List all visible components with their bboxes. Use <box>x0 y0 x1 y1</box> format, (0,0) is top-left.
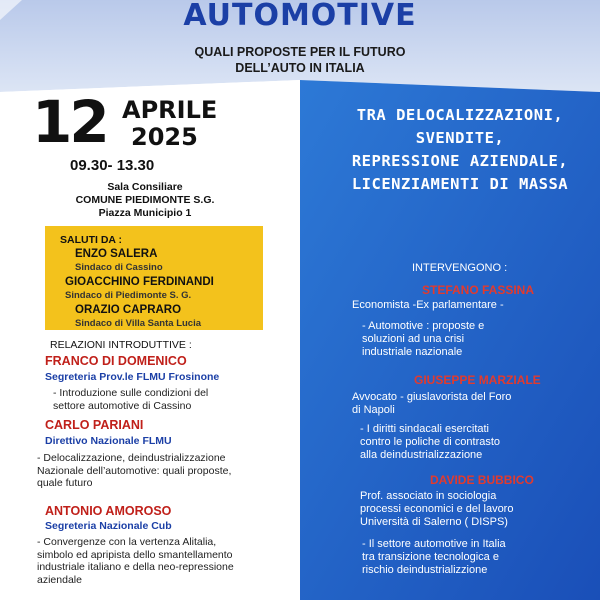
topic-line: industriale nazionale <box>362 346 463 358</box>
topic-line: - Introduzione sulle condizioni del <box>53 387 209 399</box>
speaker-topic <box>360 423 560 462</box>
affiliation-line: processi economici e del lavoro <box>360 503 514 515</box>
venue-room: Sala Consiliare <box>107 181 183 193</box>
speaker-name: FRANCO DI DOMENICO <box>45 354 187 368</box>
greetings-box <box>45 226 263 330</box>
speaker-affiliation: Segreteria Nazionale Cub <box>45 520 172 532</box>
topic-line: alla deindustrializzazione <box>360 449 483 461</box>
headline-line: TRA DELOCALIZZAZIONI, <box>356 106 564 124</box>
event-month: APRILE <box>122 96 218 124</box>
topic-line: Nazionale dell’automotive: quali proposte, <box>37 464 232 477</box>
intro-header: RELAZIONI INTRODUTTIVE : <box>50 339 192 351</box>
affiliation-line: Prof. associato in sociologia <box>360 490 497 502</box>
speaker-affiliation: Segreteria Prov.le FLMU Frosinone <box>45 371 220 383</box>
speaker-affiliation <box>352 391 572 417</box>
speaker-name: DAVIDE BUBBICO <box>430 473 534 487</box>
topic-line: - Convergenze con la vertenza Alitalia, <box>37 536 217 548</box>
speaker-topic <box>37 536 279 586</box>
affiliation-line: Avvocato - giuslavorista del Foro <box>352 391 512 403</box>
speaker-topic <box>362 320 558 359</box>
headline-line: REPRESSIONE AZIENDALE, <box>351 152 569 170</box>
topic-line: tra transizione tecnologica e <box>362 551 499 563</box>
speaker-name: CARLO PARIANI <box>45 418 144 432</box>
speaker-affiliation: Economista -Ex parlamentare - <box>352 299 504 311</box>
speaker-topic <box>37 452 277 490</box>
headline-line: SVENDITE, <box>415 129 505 147</box>
affiliation-line: Università di Salerno ( DISPS) <box>360 516 508 528</box>
speaker-name: GIUSEPPE MARZIALE <box>414 373 541 387</box>
poster-title: AUTOMOTIVE <box>183 0 417 33</box>
affiliation-line: di Napoli <box>352 404 395 416</box>
greeting-name: ORAZIO CAPRARO <box>75 304 182 316</box>
greetings-header: SALUTI DA : <box>60 234 123 246</box>
topic-line: - Il settore automotive in Italia <box>362 538 506 550</box>
topic-line: soluzioni ad una crisi <box>362 333 465 345</box>
topic-line: rischio deindustrializzione <box>362 564 488 576</box>
venue-address: Piazza Municipio 1 <box>98 207 192 219</box>
speaker-name: STEFANO FASSINA <box>422 283 535 297</box>
speaker-affiliation: Direttivo Nazionale FLMU <box>45 435 172 447</box>
right-headline <box>325 104 595 196</box>
greeting-role: Sindaco di Villa Santa Lucia <box>75 318 202 329</box>
event-year: 2025 <box>131 123 198 151</box>
topic-line: aziendale <box>37 573 82 586</box>
greeting-name: GIOACCHINO FERDINANDI <box>65 276 214 288</box>
subtitle-line-1: QUALI PROPOSTE PER IL FUTURO <box>194 45 406 59</box>
topic-line: simbolo ed apripista dello smantellamento <box>37 548 233 561</box>
topic-line: settore automotive di Cassino <box>53 399 192 412</box>
speaker-name: ANTONIO AMOROSO <box>45 504 172 518</box>
venue-town: COMUNE PIEDIMONTE S.G. <box>75 194 215 206</box>
event-time: 09.30- 13.30 <box>70 157 155 174</box>
subtitle-line-2: DELL’AUTO IN ITALIA <box>235 61 365 75</box>
event-day: 12 <box>32 88 107 156</box>
greeting-role: Sindaco di Cassino <box>75 262 163 273</box>
topic-line: industriale italiano e della neo-repressione <box>37 561 234 573</box>
intervene-header: INTERVENGONO : <box>412 262 508 274</box>
greeting-name: ENZO SALERA <box>75 248 158 260</box>
topic-line: - Delocalizzazione, deindustrializzazione <box>37 452 226 464</box>
greeting-role: Sindaco di Piedimonte S. G. <box>65 290 192 301</box>
speaker-topic <box>53 387 278 412</box>
poster-subtitle <box>0 44 600 76</box>
topic-line: contro le poliche di contrasto <box>360 436 501 448</box>
speaker-affiliation <box>360 490 580 529</box>
venue <box>40 181 250 220</box>
topic-line: - Automotive : proposte e <box>362 320 485 332</box>
headline-line: LICENZIAMENTI DI MASSA <box>351 175 569 193</box>
topic-line: - I diritti sindacali esercitati <box>360 423 489 435</box>
topic-line: quale futuro <box>37 477 93 489</box>
speaker-topic <box>362 538 562 577</box>
